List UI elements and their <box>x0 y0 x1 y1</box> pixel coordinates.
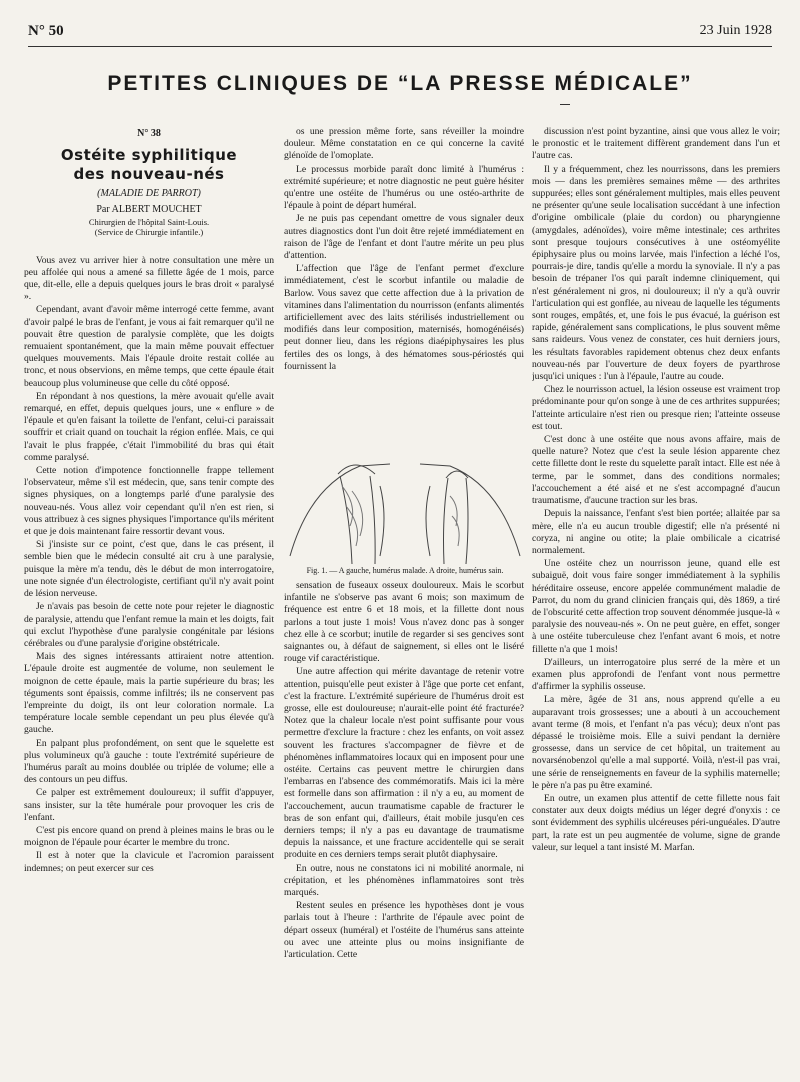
article-number: N° 38 <box>137 128 161 139</box>
paragraph: discussion n'est point byzantine, ainsi que vous allez le voir; le pronostic et le traitement diffèrent grandement dans l'un et l'autre cas. <box>532 126 780 162</box>
figure-caption: Fig. 1. — A gauche, humérus malade. A droite, humérus sain. <box>306 566 504 575</box>
left-hatching <box>342 486 363 546</box>
paragraph: Depuis la naissance, l'enfant s'est bien portée; allaitée par sa mère, elle n'a eu aucun trouble digestif; elle n'a présenté ni coryza, ni angine ou otite; la plaie ombilicale a cicatrisé normalement. <box>532 508 780 556</box>
paragraph: La mère, âgée de 31 ans, nous apprend qu'elle a eu auparavant trois grossesses; une a abouti à un accouchement avant terme (8 mois, et l'enfant n'a pas vécu); deux n'ont pas dépassé le troisième mois. Elle a suivi pendant la dernière grossesse, dans un service de cet hôpital, un traitement au novarsénobenzol qu'elle a mal supporté. Voilà, n'est-il pas vrai, une série de renseignements en faveur de la syphilis maternelle; le père n'a pas pu être examiné. <box>532 694 780 791</box>
paragraph: Chez le nourrisson actuel, la lésion osseuse est vraiment trop prédominante pour qu'on songe à une de ces arthrites suppurées; l'atteinte articulaire n'est rien ou presque rien; l'atteinte osseuse est tout. <box>532 384 780 432</box>
paragraph: Mais des signes intéressants attiraient notre attention. L'épaule droite est augmentée de volume, non seulement le moignon de cette épaule, mais la partie supérieure du bras; les téguments sont épaissis, comme infiltrés; ils ne conservent pas l'empreinte du doigt, ils ont leur coloration normale. La température locale semble cependant un peu plus élevée qu'à gauche. <box>24 651 274 736</box>
paragraph: C'est pis encore quand on prend à pleines mains le bras ou le moignon de l'épaule pour écarter le membre du tronc. <box>24 824 274 849</box>
issue-date: 23 Juin 1928 <box>699 23 772 38</box>
paragraph: Ce palper est extrêmement douloureux; il suffit d'appuyer, sans insister, sur la tête humérale pour provoquer les cris de l'enfant. <box>24 787 274 823</box>
paragraph: Si j'insiste sur ce point, c'est que, dans le cas présent, il semble bien que le médecin consulté ait cru à une paralysie, puisque la mère m'a tendu, dès le début de mon interrogatoire, une note signée d'un électrologiste, certifiant qu'il n'y avait point de lésion nerveuse. <box>24 539 274 600</box>
column-2-bottom <box>284 580 524 1070</box>
paragraph: Je n'avais pas besoin de cette note pour rejeter le diagnostic de paralysie, attendu que l'enfant remue la main et les doigts, fait qui exclut l'hypothèse d'une paralysie congénitale par lésions cérébrales ou d'une paralysie d'origine obstétricale. <box>24 601 274 649</box>
issue-number: N° 50 <box>28 22 64 39</box>
paragraph: En répondant à nos questions, la mère avouait qu'elle avait remarqué, en effet, depuis quelques jours, une « enflure » de l'épaule et qu'en faisant la toilette de l'enfant, celui-ci paraissait souffrir et criait quand on touchait la région enflée. Mais, ce qui l'avait le plus frappée, c'était l'immobilité du bras qui était comme paralysé. <box>24 390 274 463</box>
affiliation <box>24 217 274 237</box>
figure-humerus <box>280 446 530 581</box>
paragraph: Je ne puis pas cependant omettre de vous signaler deux autres diagnostics dont l'un doit être rejeté immédiatement en raison de l'âge de l'enfant et dont l'autre mérite un peu plus d'attention. <box>284 213 524 262</box>
paragraph: os une pression même forte, sans réveiller la moindre douleur. Même constatation en ce qui concerne la cavité glénoïde de l'omoplate. <box>284 126 524 162</box>
paragraph: D'ailleurs, un interrogatoire plus serré de la mère et un examen plus approfondi de l'enfant vont nous permettre d'affirmer la syphilis osseuse. <box>532 656 780 693</box>
paragraph: Cette notion d'impotence fonctionnelle frappe tellement l'observateur, même s'il est médecin, que, sans tenir compte des signes physiques, on a longtemps parlé d'une paralysie des nouveau-nés. Vous allez voir cependant qu'il n'en est rien, si vous attribuez à ces signes physiques l'importance qu'ils méritent et que je dois maintenant faire ressortir devant vous. <box>24 465 274 538</box>
paragraph: Il y a fréquemment, chez les nourrissons, dans les premiers mois — dans les premières semaines même — des arthrites suppurées; elles sont généralement multiples, mais elles peuvent ne présenter qu'une seule localisation succédant à une infection d'origine ombilicale (plaie du cordon) ou pharyngienne (amygdales, adénoïdes), voire même intestinale; ces arthrites sont presque toujours consécutives à une ostéomyélite épiphysaire plus ou moins larvée, mais l'infection a léché l'os, pourrais-je dire, tandis qu'elle a mordu la synoviale. Il n'y a pas besoin de trépaner l'os qui paraît indemne cliniquement, qui n'est généralement ni gros, ni douloureux; il n'y a qu'à ouvrir l'articulation qui est gonflée, au niveau de laquelle les téguments sont rouges, empâtés, et, une fois le pus évacué, la guérison est rapide, généralement sans complications, le plus souvent même sans raideurs. Vous venez de constater, ces huit derniers jours, les résultats favorables rapidement obtenus chez deux enfants nouveau-nés par l'ouverture de deux foyers de pyarthrose jusqu'ici uniques : l'un à l'épaule, l'autre au coude. <box>532 163 780 383</box>
paragraph: Il est à noter que la clavicule et l'acromion paraissent indemnes; on peut exercer sur ces <box>24 850 274 874</box>
left-humerus-head <box>338 465 375 474</box>
paragraph: Vous avez vu arriver hier à notre consultation une mère un peu affolée qui nous a amené sa fillette âgée de 1 mois, parce que, dit-elle, elle a depuis quelques jours le bras droit « paralysé ». <box>24 254 274 303</box>
affiliation-line-1: Chirurgien de l'hôpital Saint-Louis. <box>88 216 210 227</box>
right-humerus-outline <box>444 478 449 564</box>
right-shoulder-outline <box>420 464 520 556</box>
paragraph: L'affection que l'âge de l'enfant permet d'exclure immédiatement, c'est le scorbut infantile ou maladie de Barlow. Vous savez que cette affection due à la privation de vitamines dans l'alimentation du nourrisson (enfants alimentés artificiellement avec des laits stérilisés industriellement ou modifiés dans leur composition, maternisés, homogénéisés) peut donner lieu, dans les régions diaépiphysaires les plus fertiles des os longs, à des hématomes sous-périostés qui fournissent la <box>284 263 524 372</box>
left-humerus-outline <box>370 476 375 564</box>
right-scapula <box>426 486 430 556</box>
left-humerus-outline <box>340 476 352 564</box>
article-title-line-1: Ostéite syphilitique <box>60 146 238 165</box>
masthead-title: PETITES CLINIQUES DE “LA PRESSE MÉDICALE” <box>107 72 693 95</box>
paragraph: Une autre affection qui mérite davantage de retenir votre attention, puisqu'elle peut exister à l'âge que porte cet enfant, c'est la fracture. L'extrémité supérieure de l'humérus droit est grosse, elle est douloureuse; n'aurait-elle point été fracturée? Notez que la chaleur locale n'est point suffisante pour vous permettre d'exclure la fracture : chez les enfants, on voit assez souvent les fractures s'accompagner de fièvre et de phénomènes inflammatoires locaux qui en imposent pour une ostéite. Certains cas peuvent mettre le chirurgien dans l'embarras en l'absence des commémoratifs. Mais ici la mère est formelle dans son affirmation : il n'y a eu, au moment de l'accouchement, aucun traumatisme capable de fracturer le bras de son enfant qui, d'ailleurs, était mobile jusqu'en ces derniers temps; il n'y a pas eu davantage de traumatisme depuis la naissance, et une fracture accidentelle qui se serait produite en ces derniers temps serait plutôt diaphysaire. <box>284 666 524 861</box>
paragraph: Cependant, avant d'avoir même interrogé cette femme, avant d'avoir palpé le bras de l'enfant, je vous ai fait remarquer qu'il ne pouvait être question de paralysie complète, que les doigts remuaient spontanément, que la main même pouvait effectuer quelques mouvements. Mais l'épaule droite restait collée au tronc, et nous observions, en même temps, que cette épaule était beaucoup plus volumineuse que celle du côté opposé. <box>24 304 274 389</box>
paragraph: En outre, nous ne constatons ici ni mobilité anormale, ni crépitation, et les phénomènes inflammatoires sont très marqués. <box>284 862 524 899</box>
paragraph: En outre, un examen plus attentif de cette fillette nous fait constater aux deux doigts médius un léger degré d'onyxis : ce sont évidemment des syphilis ulcéreuses péri-unguéales. D'autre part, la rate est un peu augmentée de volume, signe de grande valeur, sur lequel a tant insisté M. Marfan. <box>532 792 780 853</box>
article-title-line-2: des nouveau-nés <box>73 165 225 184</box>
column-2-top <box>284 126 524 456</box>
paragraph: En palpant plus profondément, on sent que le squelette est plus volumineux qu'à gauche : toute l'extrémité supérieure de l'humérus paraît au moins doublée ou triplée de volume; elle a des contours un peu diffus. <box>24 737 274 786</box>
right-humerus-outline <box>466 478 468 564</box>
article-subtitle: (MALADIE DE PARROT) <box>97 188 201 200</box>
paragraph: sensation de fuseaux osseux douloureux. Mais le scorbut infantile ne s'observe pas avant 6 mois; son maximum de fréquence est entre 6 et 18 mois, et la fillette dont nous parlons a tout juste 1 mois! Vous n'avez donc pas à songer chez elle à ce scorbut; inutile de regarder si ses gencives sont saignantes ou, à défaut de saignement, si elles ont le liséré rouge vif caractéristique. <box>284 580 524 665</box>
column-3 <box>532 126 780 1071</box>
paragraph: Restent seules en présence les hypothèses dont je vous parlais tout à l'heure : l'arthrite de l'épaule avec point de départ osseux (huméral) et l'ostéite de l'humérus sans atteinte ou avec une atteinte plus ou moins insignifiante de l'articulation. Cette <box>284 900 524 961</box>
right-hatching <box>450 496 459 546</box>
humerus-illustration <box>280 446 530 566</box>
affiliation-line-2: (Service de Chirurgie infantile.) <box>94 226 204 237</box>
paragraph: Une ostéite chez un nourrisson jeune, quand elle est subaiguë, doit vous faire songer immédiatement à la syphilis héréditaire osseuse, encore appelée communément maladie de Parrot, du nom du grand clinicien français qui, dès 1869, a tiré de l'obscurité cette affection trop souvent dénommée jusque-là « paralysie des nouveau-nés ». On ne peut guère, en effet, songer à une ostéite tuberculeuse chez l'enfant avant 6 mois, et notre fillette n'a que 1 mois! <box>532 558 780 655</box>
header-rule <box>28 46 772 47</box>
column-1 <box>24 126 274 1071</box>
masthead-rule <box>560 104 570 105</box>
paragraph: C'est donc à une ostéite que nous avons affaire, mais de quelle nature? Notez que c'est la seule lésion apparente chez cette fillette dont le reste du squelette paraît intact. Elle est née à terme, par le sommet, dans des conditions normales; l'accouchement a été aisé et ne s'est accompagné d'aucun traumatisme, d'aucune traction sur les bras. <box>532 434 780 507</box>
left-scapula <box>380 486 384 556</box>
running-header <box>28 20 772 42</box>
byline: Par ALBERT MOUCHET <box>96 204 202 216</box>
right-humerus-head <box>446 471 468 478</box>
paragraph: Le processus morbide paraît donc limité à l'humérus : extrémité supérieure; et notre diagnostic ne peut guère hésiter qu'entre une ostéite de l'humérus ou une ostéo-arthrite de l'épaule à point de départ huméral. <box>284 163 524 212</box>
